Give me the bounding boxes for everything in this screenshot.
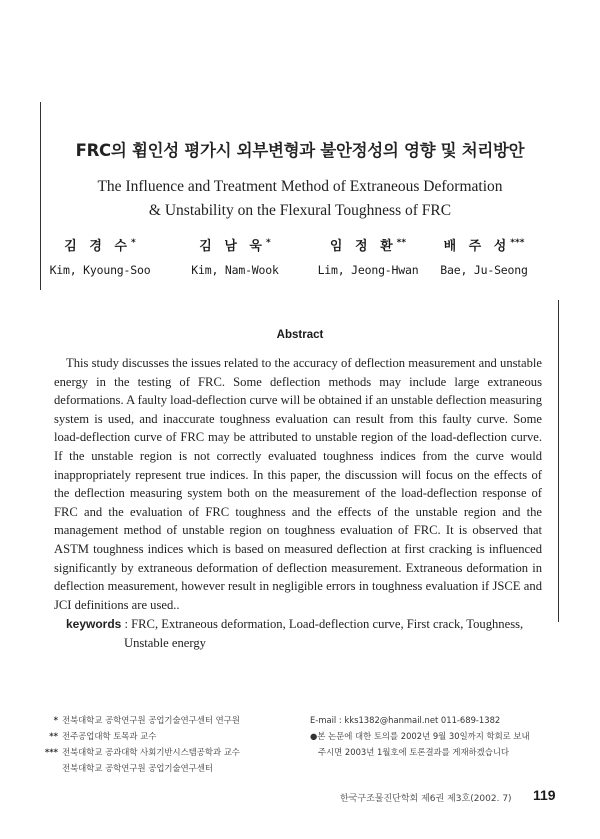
discussion-notice-line-1: ●본 논문에 대한 토의를 2002년 9월 30일까지 학회로 보내 (310, 731, 530, 741)
author-2-english-name: Kim, Nam-Wook (191, 263, 279, 277)
abstract-body: This study discusses the issues related to the accuracy of deflection measurement and unstable energy in the testing of FRC. Some deflection methods may include large extraneous deformations. A faulty load-deflection curve will be obtained if an unstable deflection measuring system is used, and inaccurate toughness evaluation can result from this faulty curve. Some load-deflection curve of FRC may be attributed to unstable region of the load-deflection curve. If the unstable region is not correctly evaluated toughness indices from the curve would inappropriately represent true indices. In this paper, the discussion will focus on the effects of the deflection measuring system both on the measurement of the load-deflection response of FRC and the evaluation of FRC toughness and the effects of the unstable region and the management method of unstable region on toughness evaluation of FRC. It is observed that ASTM toughness indices which is based on measured deflection at first cracking is influenced significantly by extraneous deformation of deflection measurement. Extraneous deformation in deflection measurement, however result in negligible errors in toughness evaluation if JSCE and JCI definitions are used.. (54, 356, 542, 612)
discussion-notice-line-2 (310, 744, 560, 760)
journal-citation: 한국구조물진단학회 제6권 제3호(2002. 7) (340, 794, 512, 804)
affiliation-4-text: 전북대학교 공학연구원 공업기술연구센터 (62, 763, 213, 773)
author-3-korean-name: 임 정 환 (329, 239, 397, 254)
keywords-line-1: FRC, Extraneous deformation, Load-deflection curve, First crack, Toughness, (131, 617, 524, 631)
author-4-korean-name: 배 주 성 (443, 239, 511, 254)
affiliation-3-mark: *** (44, 747, 58, 757)
author-2-korean-name: 김 남 욱 (199, 239, 266, 254)
affiliation-1-text: 전북대학교 공학연구원 공업기술연구센터 연구원 (62, 715, 240, 725)
english-title-line-2: & Unstability on the Flexural Toughness of FRC (148, 202, 452, 219)
keywords-block (66, 615, 546, 652)
affiliation-3-text: 전북대학교 공과대학 사회기반시스템공학과 교수 (62, 747, 240, 757)
author-1-korean-name: 김 경 수 (64, 239, 131, 254)
page-number: 119 (533, 787, 556, 803)
author-3-mark: ** (396, 238, 407, 248)
affiliation-2-text: 전주공업대학 토목과 교수 (62, 731, 157, 741)
affiliation-footnotes (38, 712, 308, 776)
author-4-mark: *** (510, 238, 525, 248)
affiliation-2-mark: ** (49, 731, 58, 741)
author-1 (30, 235, 170, 277)
affiliation-3 (38, 744, 308, 760)
abstract-heading: Abstract (276, 329, 324, 341)
affiliation-4 (38, 760, 308, 776)
author-1-mark: * (131, 238, 136, 248)
author-4 (414, 235, 554, 277)
discussion-notice-line-2-text: 주시면 2003년 1월호에 토론결과를 게재하겠습니다 (318, 747, 510, 757)
affiliation-1 (38, 712, 308, 728)
author-1-english-name: Kim, Kyoung-Soo (49, 263, 151, 277)
english-title-line-1: The Influence and Treatment Method of Extraneous Deformation (97, 178, 503, 195)
email-line: E-mail : kks1382@hanmail.net 011-689-1382 (310, 715, 501, 725)
korean-title: FRC의 휨인성 평가시 외부변형과 불안정성의 영향 및 처리방안 (75, 141, 525, 160)
affiliation-2 (38, 728, 308, 744)
right-margin-rule (558, 300, 559, 622)
keywords-label: keywords (66, 617, 122, 631)
keywords-separator: : (121, 617, 132, 631)
author-2-mark: * (266, 238, 271, 248)
affiliation-1-mark: * (53, 715, 58, 725)
author-2 (165, 235, 305, 277)
contact-and-notice (310, 712, 560, 760)
author-3-english-name: Lim, Jeong-Hwan (317, 263, 419, 277)
author-4-english-name: Bae, Ju-Seong (440, 263, 528, 277)
keywords-line-2: Unstable energy (124, 635, 206, 650)
